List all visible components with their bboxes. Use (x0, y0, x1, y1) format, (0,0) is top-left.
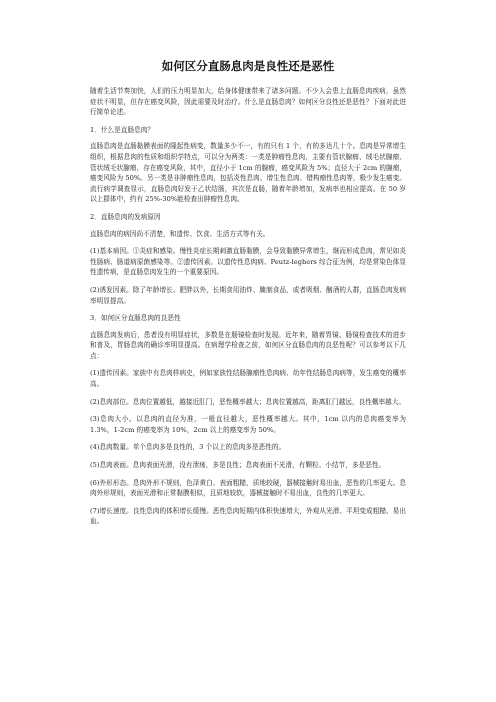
body-paragraph: (6)外形形态。息肉外形不规则，色泽黄白、表面粗糙，质地较硬，器械接触时易出血，恶性的几率更大。息肉外形规则，表面光滑和正常黏膜相似，且质地较软，器械接触时不易出血，良性的几率更大。 (90, 478, 406, 498)
body-paragraph: (7)增长速度。良性息肉的体积增长缓慢。恶性息肉短期内体积快速增大，外观从光滑、平坦变成粗糙、易出血。 (90, 506, 406, 526)
body-paragraph: (5)息肉表面。息肉表面光滑，没有溃疡，多是良性；息肉表面不光滑，有颗粒、小结节，多是恶性。 (90, 461, 386, 470)
body-paragraph: (3)息肉大小。以息肉的直径为准，一般直径越大，恶性概率越大。其中，1cm 以内的息肉癌变率为 1.3%，1-2cm 的癌变率为 10%，2cm 以上的癌变率为 50%。 (90, 415, 406, 434)
body-paragraph: (1)基本病因。①炎症和感染。慢性炎症长期刺激直肠黏膜，会导致黏膜异常增生，继而形成息肉，常见如炎性肠病、肠道病原菌感染等。②遗传因素。以遗传性息肉病、Peutz-leghers 综合征为例，均是常染色体显性遗传病，是直肠息肉发生的一个重要原因。 (90, 247, 406, 277)
intro-paragraph: 随着生活节奏加快，人们的压力明显加大，给身体健康带来了诸多问题。不少人会患上直肠息肉疾病，虽然症状不明显，但存在癌变风险，因此需要及时治疗。什么是直肠息肉？如何区分良性还是恶性？下面对此进行简单论述。 (90, 87, 406, 117)
section-heading-1: 1．什么是直肠息肉？ (90, 125, 155, 134)
body-paragraph: (2)息肉部位。息肉位置越低，越接近肛门，恶性概率越大；息肉位置越高，距离肛门越远，良性概率越大。 (90, 397, 406, 406)
section-heading-3: 3．如何区分直肠息肉的良恶性 (90, 314, 181, 323)
section-heading-2: 2．直肠息肉的发病原因 (90, 212, 161, 221)
body-paragraph: 直肠息肉发病后，患者没有明显症状，多数是在肠镜检查时发现。近年来，随着胃镜、肠镜检查技术的进步和普及，胃肠息肉的确诊率明显提高。在病理学检查之前，如何区分直肠息肉的良恶性呢？可以参考以下几点： (90, 330, 406, 360)
page-title: 如何区分直肠息肉是良性还是恶性 (161, 59, 335, 73)
body-paragraph: (2)诱发因素。除了年龄增长、肥胖以外，长期食用油炸、腌制食品，或者吸烟、酗酒的人群，直肠息肉发病率明显提高。 (90, 285, 406, 305)
body-paragraph: (4)息肉数量。单个息肉多是良性的，3 个以上的息肉多是恶性的。 (90, 443, 286, 452)
body-paragraph: 直肠息肉的病因尚不清楚，和遗传、饮食、生活方式等有关。 (90, 229, 270, 238)
body-paragraph: 直肠息肉是直肠黏膜表面的隆起性病变，数量多少不一，有的只有 1 个，有的多达几十个。息肉是异常增生组织，根据息肉的性质和组织学特点，可以分为两类：一类是肿瘤性息肉，主要有管状腺瘤、绒毛状腺瘤、管状绒毛状腺瘤，存在癌变风险，其中，直径小于 1cm 的腺瘤，癌变风险为 5%；直径大于 2cm 的腺瘤，癌变风险为 50%。另一类是非肿瘤性息肉，包括炎性息肉、增生性息肉、错构瘤性息肉等，极少发生癌变。流行病学调查显示，直肠息肉好发于乙状结肠，其次是直肠，随着年龄增加，发病率也相应提高。在 50 岁以上群体中，约有 25%-30%能检查出肿瘤性息肉。 (90, 142, 406, 204)
body-paragraph: (1)遗传因素。家族中有息肉样病史，例如家族性结肠腺瘤性息肉病、幼年性结肠息肉病等，发生癌变的概率高。 (90, 369, 406, 389)
